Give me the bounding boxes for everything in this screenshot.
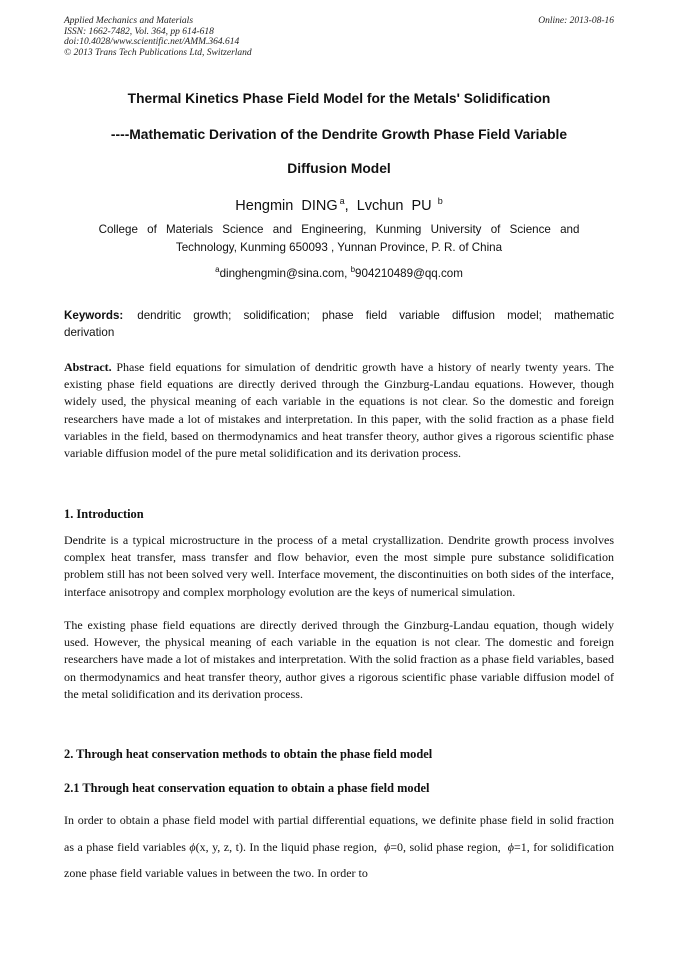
author-2-affiliation-mark: b	[437, 196, 443, 206]
author-2-name: Lvchun PU	[356, 198, 432, 214]
online-date: Online: 2013-08-16	[538, 16, 614, 26]
section-2-heading: 2. Through heat conservation methods to obtain the phase field model	[64, 747, 433, 761]
abstract-text: Phase field equations for simulation of dendritic growth have a history of nearly twenty years. The existing phase field equations are directly derived through the Ginzburg-Landau equations. However, though widely used, the physical meaning of each variable in the equations is not clear. So the domestic and foreign researchers have made a lot of mistakes and interpretation. In this paper, with the solid fraction as a phase field variables in the field, based on thermodynamics and heat transfer theory, author gives a rigorous scientific phase variable diffusion model of the pure metal solidification and its derivation process.	[64, 360, 614, 461]
email-a: dinghengmin@sina.com	[219, 267, 345, 280]
affiliation-line-2: Technology, Kunming 650093 , Yunnan Province, P. R. of China	[175, 241, 503, 254]
keywords-label: Keywords:	[64, 309, 124, 322]
intro-paragraph-1: Dendrite is a typical microstructure in the process of a metal crystallization. Dendrite growth process involves complex heat transfer, mass transfer and flow behavior, even the most simple pure substance solidification problem still has not been solved very well. Interface movement, the discontinuities on both sides of the interface, interface anisotropy and complex morphology evolution are the keys of numerical simulation.	[64, 533, 614, 599]
author-separator: ,	[344, 198, 349, 214]
email-b: 904210489@qq.com	[355, 267, 463, 280]
paper-title-line-1: Thermal Kinetics Phase Field Model for the Metals' Solidification	[127, 91, 551, 106]
author-1-affiliation-mark: a	[339, 196, 345, 206]
section-2-1-text-b: (x, y, z, t). In the liquid phase region,	[195, 839, 378, 854]
issn-line: ISSN: 1662-7482, Vol. 364, pp 614-618	[64, 26, 214, 37]
paper-title-line-3: Diffusion Model	[287, 161, 391, 176]
email-separator: ,	[344, 267, 348, 280]
phi-symbol: ϕ	[384, 839, 391, 854]
section-2-1-text-a: In order to obtain a phase field model with partial differential equations, we definite phase field in solid fraction as a phase field variables	[64, 813, 614, 854]
abstract-paragraph	[64, 359, 614, 462]
author-1-name: Hengmin DING	[235, 198, 338, 214]
copyright-line: © 2013 Trans Tech Publications Ltd, Switzerland	[64, 47, 252, 58]
section-2-1-text-d: =1, for solidification zone phase field variable values in between the two. In order to	[64, 839, 615, 880]
email-b-mark: b	[350, 265, 356, 274]
doi-line: doi:10.4028/www.scientific.net/AMM.364.614	[64, 37, 240, 47]
paper-title-line-2: ----Mathematic Derivation of the Dendrite Growth Phase Field Variable	[110, 127, 568, 142]
intro-paragraph-2: The existing phase field equations are directly derived through the Ginzburg-Landau equation, though widely used. However, the physical meaning of each variable in the equation is not clear. The domestic and foreign researchers have made a lot of mistakes and interpretation. With the solid fraction as a phase field variables, based on thermodynamics and heat transfer theory, author gives a rigorous scientific phase variable diffusion model of the metal solidification and its derivation process.	[64, 618, 614, 701]
author-emails	[40, 265, 638, 280]
section-2-1-paragraph	[64, 807, 614, 887]
subsection-2-1-heading: 2.1 Through heat conservation equation to obtain a phase field model	[64, 781, 430, 795]
phi-symbol: ϕ	[507, 839, 514, 854]
journal-name: Applied Mechanics and Materials	[64, 16, 194, 26]
affiliation-line-1: College of Materials Science and Engineering, Kunming University of Science and	[98, 223, 580, 236]
keywords-block	[64, 307, 614, 341]
phi-symbol: ϕ	[189, 839, 196, 854]
keywords-text: dendritic growth; solidification; phase field variable diffusion model; mathematic derivation	[64, 309, 614, 339]
author-list	[40, 196, 638, 214]
section-1-heading: 1. Introduction	[64, 507, 144, 521]
email-a-mark: a	[215, 265, 220, 274]
abstract-label: Abstract.	[64, 360, 112, 374]
journal-meta	[64, 16, 424, 58]
section-2-1-text-c: =0, solid phase region,	[390, 839, 501, 854]
